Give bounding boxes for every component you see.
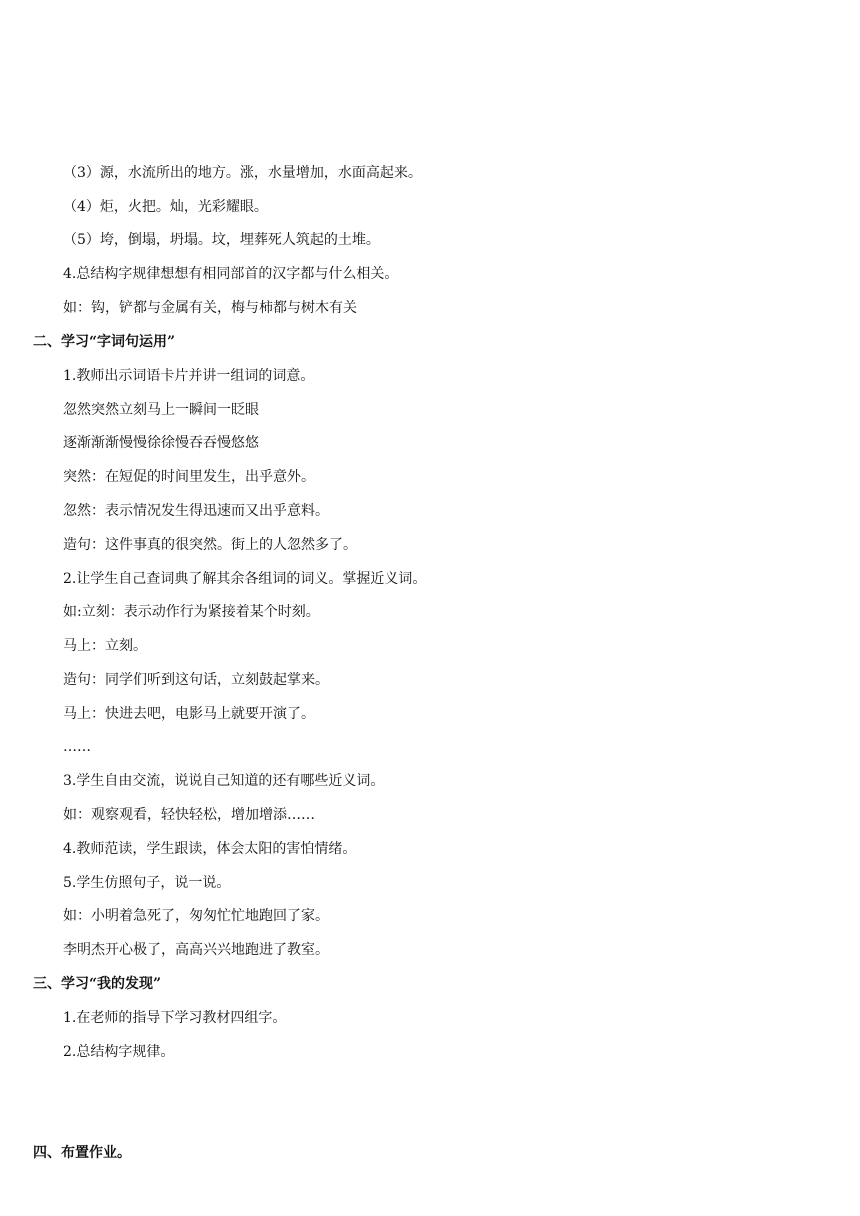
text-line: 忽然突然立刻马上一瞬间一眨眼 <box>63 402 259 418</box>
text-line: 2.总结构字规律。 <box>63 1044 175 1060</box>
text-line: 造句：同学们听到这句话，立刻鼓起掌来。 <box>63 672 329 688</box>
text-line: 4.总结构字规律想想有相同部首的汉字都与什么相关。 <box>63 266 399 282</box>
text-line: 突然：在短促的时间里发生，出乎意外。 <box>63 469 315 485</box>
text-line: 李明杰开心极了，高高兴兴地跑进了教室。 <box>63 942 329 958</box>
text-line: 2.让学生自己查词典了解其余各组词的词义。掌握近义词。 <box>63 571 427 587</box>
text-line: 逐渐渐渐慢慢徐徐慢吞吞慢悠悠 <box>63 435 259 451</box>
section-heading: 四、布置作业。 <box>33 1145 131 1161</box>
text-line: （4）炬，火把。灿，光彩耀眼。 <box>63 199 268 215</box>
section-heading: 二、学习“字词句运用” <box>33 334 176 350</box>
text-line: 1.在老师的指导下学习教材四组字。 <box>63 1010 287 1026</box>
text-line: （3）源，水流所出的地方。涨，水量增加，水面高起来。 <box>63 165 422 181</box>
text-line: 造句：这件事真的很突然。街上的人忽然多了。 <box>63 537 357 553</box>
text-line: 1.教师出示词语卡片并讲一组词的词意。 <box>63 368 315 384</box>
ellipsis-line: …… <box>63 739 91 755</box>
text-line: 马上：快进去吧，电影马上就要开演了。 <box>63 706 315 722</box>
text-line: 4.教师范读，学生跟读，体会太阳的害怕情绪。 <box>63 841 357 857</box>
text-line: 如：观察观看，轻快轻松，增加增添…… <box>63 807 315 823</box>
text-line: 忽然：表示情况发生得迅速而又出乎意料。 <box>63 503 329 519</box>
text-line: 如：钩，铲都与金属有关，梅与柿都与树木有关 <box>63 300 357 316</box>
text-line: （5）垮，倒塌，坍塌。坟，埋葬死人筑起的土堆。 <box>63 232 380 248</box>
section-heading: 三、学习“我的发现” <box>33 976 162 992</box>
text-line: 马上：立刻。 <box>63 638 147 654</box>
text-line: 如：小明着急死了，匆匆忙忙地跑回了家。 <box>63 908 329 924</box>
text-line: 如:立刻：表示动作行为紧接着某个时刻。 <box>63 604 320 620</box>
text-line: 5.学生仿照句子，说一说。 <box>63 875 231 891</box>
text-line: 3.学生自由交流，说说自己知道的还有哪些近义词。 <box>63 773 385 789</box>
